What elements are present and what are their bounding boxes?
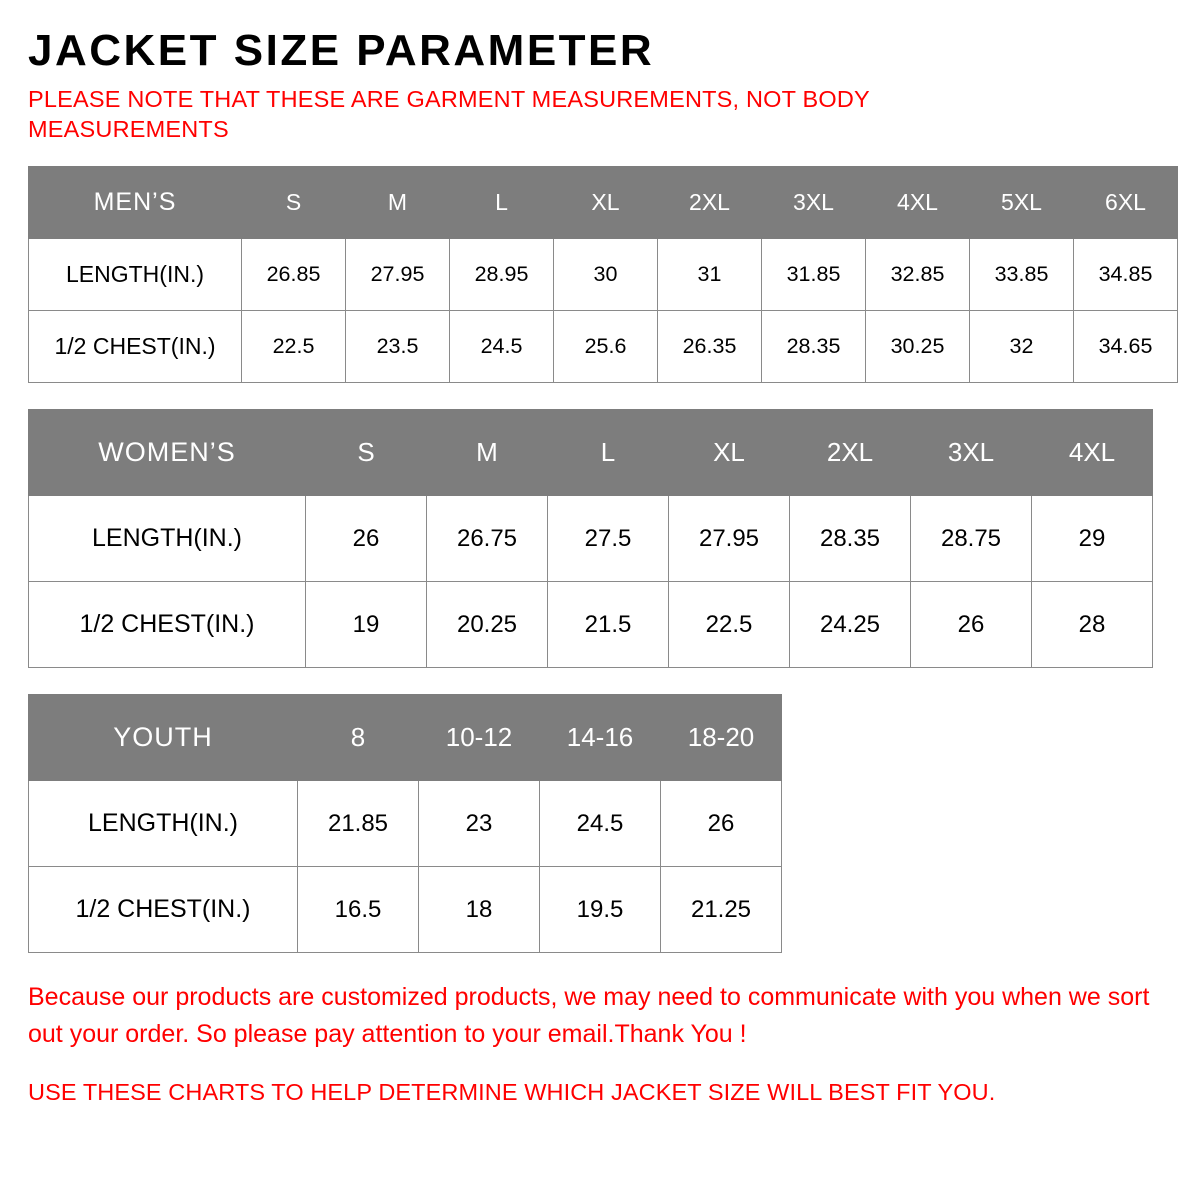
row-label: 1/2 CHEST(IN.): [29, 867, 298, 953]
table-header-cell-size: M: [427, 410, 548, 496]
table-header-cell-size: XL: [669, 410, 790, 496]
table-cell: 28.95: [450, 239, 554, 311]
row-label: 1/2 CHEST(IN.): [29, 582, 306, 668]
table-cell: 20.25: [427, 582, 548, 668]
youth-size-table: [28, 694, 782, 953]
table-header-cell-size: XL: [554, 167, 658, 239]
row-label: 1/2 CHEST(IN.): [29, 311, 242, 383]
table-header-cell-size: 18-20: [661, 695, 782, 781]
page-title: JACKET SIZE PARAMETER: [28, 26, 655, 75]
table-cell: 27.5: [548, 496, 669, 582]
table-cell: 30.25: [866, 311, 970, 383]
table-header-row: [29, 695, 782, 781]
table-cell: 23.5: [346, 311, 450, 383]
row-label: LENGTH(IN.): [29, 239, 242, 311]
table-header-cell-size: 10-12: [419, 695, 540, 781]
table-cell: 26.75: [427, 496, 548, 582]
table-header-row: [29, 410, 1153, 496]
table-header-cell-size: 14-16: [540, 695, 661, 781]
table-header-cell-size: 2XL: [658, 167, 762, 239]
table-header-cell-size: L: [450, 167, 554, 239]
table-cell: 31.85: [762, 239, 866, 311]
table-cell: 32: [970, 311, 1074, 383]
table-cell: 26: [661, 781, 782, 867]
garment-measurement-note: PLEASE NOTE THAT THESE ARE GARMENT MEASUREMENTS, NOT BODY MEASUREMENTS: [28, 86, 870, 143]
table-cell: 26.35: [658, 311, 762, 383]
table-cell: 28: [1032, 582, 1153, 668]
table-cell: 34.85: [1074, 239, 1178, 311]
table-cell: 19: [306, 582, 427, 668]
table-cell: 24.25: [790, 582, 911, 668]
table-row: [29, 496, 1153, 582]
table-cell: 18: [419, 867, 540, 953]
table-row: [29, 781, 782, 867]
table-header-cell-size: 3XL: [911, 410, 1032, 496]
table-header-cell-size: 3XL: [762, 167, 866, 239]
mens-size-table: [28, 166, 1178, 383]
table-row: [29, 582, 1153, 668]
table-header-cell-category: MEN’S: [29, 167, 242, 239]
table-header-cell-category: WOMEN’S: [29, 410, 306, 496]
table-cell: 26.85: [242, 239, 346, 311]
table-row: [29, 239, 1178, 311]
table-cell: 29: [1032, 496, 1153, 582]
table-cell: 25.6: [554, 311, 658, 383]
table-header-cell-size: S: [242, 167, 346, 239]
table-cell: 26: [911, 582, 1032, 668]
table-cell: 33.85: [970, 239, 1074, 311]
table-cell: 26: [306, 496, 427, 582]
table-header-row: [29, 167, 1178, 239]
table-cell: 30: [554, 239, 658, 311]
table-header-cell-size: M: [346, 167, 450, 239]
table-cell: 23: [419, 781, 540, 867]
table-cell: 24.5: [450, 311, 554, 383]
table-header-cell-size: S: [306, 410, 427, 496]
table-cell: 19.5: [540, 867, 661, 953]
table-cell: 27.95: [669, 496, 790, 582]
table-cell: 24.5: [540, 781, 661, 867]
table-cell: 32.85: [866, 239, 970, 311]
table-cell: 21.5: [548, 582, 669, 668]
table-cell: 22.5: [242, 311, 346, 383]
table-header-cell-size: 8: [298, 695, 419, 781]
table-cell: 21.85: [298, 781, 419, 867]
table-cell: 28.35: [790, 496, 911, 582]
table-cell: 28.35: [762, 311, 866, 383]
customization-note: Because our products are customized products, we may need to communicate with you when we sort out your order. So please pay attention to your email.Thank You !: [28, 983, 1150, 1048]
table-row: [29, 867, 782, 953]
table-cell: 31: [658, 239, 762, 311]
table-cell: 28.75: [911, 496, 1032, 582]
table-cell: 22.5: [669, 582, 790, 668]
table-cell: 34.65: [1074, 311, 1178, 383]
womens-size-table: [28, 409, 1153, 668]
row-label: LENGTH(IN.): [29, 496, 306, 582]
table-cell: 27.95: [346, 239, 450, 311]
row-label: LENGTH(IN.): [29, 781, 298, 867]
table-header-cell-size: L: [548, 410, 669, 496]
table-header-cell-size: 2XL: [790, 410, 911, 496]
table-row: [29, 311, 1178, 383]
table-header-cell-category: YOUTH: [29, 695, 298, 781]
table-header-cell-size: 4XL: [866, 167, 970, 239]
chart-usage-note: USE THESE CHARTS TO HELP DETERMINE WHICH JACKET SIZE WILL BEST FIT YOU.: [28, 1078, 996, 1105]
table-header-cell-size: 4XL: [1032, 410, 1153, 496]
table-header-cell-size: 6XL: [1074, 167, 1178, 239]
table-header-cell-size: 5XL: [970, 167, 1074, 239]
table-cell: 21.25: [661, 867, 782, 953]
table-cell: 16.5: [298, 867, 419, 953]
